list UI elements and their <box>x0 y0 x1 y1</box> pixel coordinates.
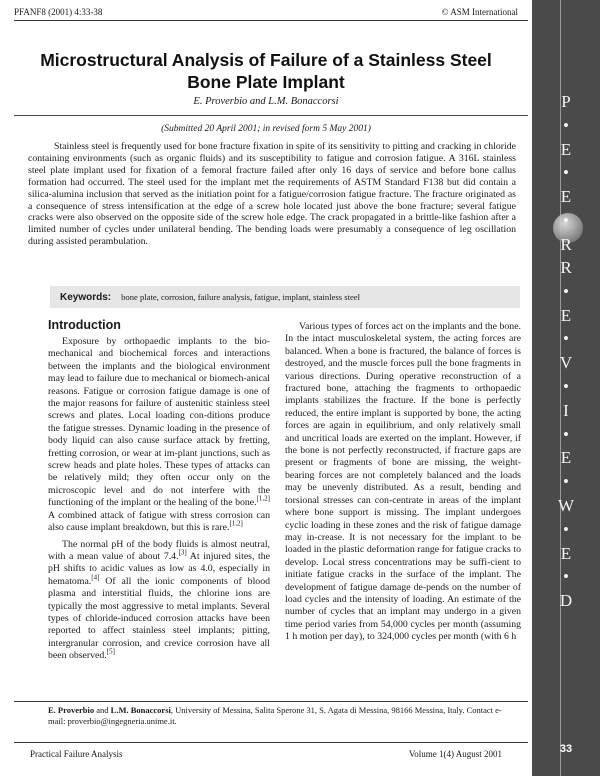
dot: • <box>563 163 569 183</box>
letter: E <box>560 305 572 325</box>
dot: • <box>563 210 569 230</box>
header-divider <box>14 20 528 21</box>
intro-p2-text-c: Of all the ionic components of blood plasma and interstitial fluids, the chlorine ions are typically the most aggressive to metal implants. Several types of chloride-induced corrosion attacks have been reported to affect stainless steel implants; pitting, intergranular corrosion, and crevice corrosion have all been observed. <box>48 575 270 662</box>
title-divider <box>14 115 528 116</box>
dot: • <box>563 281 569 301</box>
journal-reference: PFANF8 (2001) 4:33-38 <box>14 7 103 17</box>
citation: [5] <box>106 647 115 656</box>
dot: • <box>563 472 569 492</box>
submission-dates: (Submitted 20 April 2001; in revised form 5 May 2001) <box>161 124 371 134</box>
letter: E <box>560 448 572 468</box>
left-column <box>48 318 270 663</box>
keywords-label: Keywords: <box>60 291 112 303</box>
letter: I <box>563 400 569 420</box>
letter: E <box>560 543 572 563</box>
intro-p2-text-b: At injured sites, the pH shifts to acidic values as low as 4.0, especially in hematoma. <box>48 550 271 587</box>
running-header <box>14 7 518 17</box>
page-number: 33 <box>559 743 573 755</box>
dot: • <box>563 519 569 539</box>
author-affiliation <box>48 705 518 727</box>
citation: [4] <box>91 573 100 582</box>
article-authors: E. Proverbio and L.M. Bonaccorsi <box>193 96 339 107</box>
dot: • <box>563 424 569 444</box>
letter: P <box>561 92 571 111</box>
footer-divider <box>14 742 528 743</box>
publisher-credit: © ASM International <box>441 7 518 17</box>
dot: • <box>563 115 569 135</box>
footer-volume: Volume 1(4) August 2001 <box>408 749 502 759</box>
footer-journal-name: Practical Failure Analysis <box>30 749 123 759</box>
section-heading-introduction: Introduction <box>48 318 121 332</box>
intro-p2-text-a: The normal pH of the body fluids is almost neutral, with a mean value of about 7.4. <box>48 538 270 562</box>
sidebar-word-peer <box>532 90 600 257</box>
letter: D <box>559 591 573 611</box>
footnote-divider <box>14 701 528 702</box>
affiliation-author-1: E. Proverbio <box>48 705 95 715</box>
letter: R <box>560 258 572 277</box>
citation: [1,2] <box>256 495 270 504</box>
abstract: Stainless steel is frequently used for bone fracture fixation in spite of its sensitivity to pitting and cracking in chloride containing environments (such as organic fluids) and its susceptibility to fatigue and corrosion fatigue. A 316L stainless steel plate implant used for fixation of a femoral fracture failed after only 16 days of service and before bone callus formation had occurred. The steel used for the implant met the requirements of ASTM Standard F138 but did contain a silica-alumina inclusion that served as the initiation point for a fatigue/corrosion fatigue fracture. The fracture originated as a consequence of stress intensification at the edge of a screw hole located just above the bone fracture; several fatigue cracks were also observed on the opposite side of the screw hole edge. The crack propagated in a brittle-like fashion after a limited number of cycles under unilateral bending. The bending loads were presumably a consequence of leg oscillation during assisted perambulation. <box>28 141 516 248</box>
keywords-list: bone plate, corrosion, failure analysis, fatigue, implant, stainless steel <box>121 292 361 302</box>
keywords-box <box>50 286 520 308</box>
letter: E <box>560 139 572 159</box>
citation: [1,2] <box>229 519 243 528</box>
dot: • <box>563 329 569 349</box>
intro-p1-text-b: A combined attack of fatigue with stress corrosion can also cause implant breakdown, but this is rare. <box>48 509 270 534</box>
intro-p1-text: Exposure by orthopaedic implants to the bio-mechanical and biochemical forces and interactions between the implants and the biological environment may lead to failure due to mechanical or biomech-anical reasons. Fatigue or corrosion fatigue damage is one of the major reasons for failure of austenitic stainless steel screws and plates. Local loading con-ditions produce the fatigue stresses. Dynamic loading in the presence of body liquid can also cause surface attack by fretting, fretting corrosion, or wear at im-plant junctions, such as screw heads and plate holes. These types of attacks can be relatively mild; they often occur only on the microscopic level and do not interfere with the functioning of the implant or the healing of the bone. <box>48 336 270 509</box>
affiliation-text: , University of Messina, Salita Sperone 31, S. Agata di Messina, 98166 Messina, Italy. Contact e-mail: proverbio@ingegneria.unime.it. <box>48 705 502 726</box>
dot: • <box>563 567 569 587</box>
title-line-1: Microstructural Analysis of Failure of a Stainless Steel <box>40 50 492 70</box>
letter: E <box>560 187 572 207</box>
right-column <box>285 321 521 644</box>
letter: V <box>559 353 573 373</box>
article-title <box>30 49 502 93</box>
dot: • <box>563 376 569 396</box>
title-line-2: Bone Plate Implant <box>187 72 345 92</box>
affiliation-and: and <box>94 705 111 715</box>
sidebar-word-reviewed <box>532 256 600 613</box>
letter: W <box>557 495 575 515</box>
affiliation-author-2: L.M. Bonaccorsi <box>110 705 171 715</box>
intro-paragraph-3: Various types of forces act on the implants and the bone. In the intact musculoskeletal system, the acting forces are balanced. When a bone is fractured, the balance of forces is destroyed, and the muscle forces pull the bone fragments in various directions. During operative reconstruction of a fractured bone, attaching the fragments to orthopaedic implants stabilizes the fracture. If the bone is perfectly reduced, the entire implant is supported by bone, the acting forces are again in equilibrium, and only relatively small and uncritical loads are exerted on the implant. However, if the bone is not perfectly reconstructed, if fracture gaps are present or fragments of bone are missing, the weight-bearing forces are not completely balanced and the loads may be unevenly distributed. As a result, bending and torsional stresses can con-centrate in areas of the implant where bone support is missing. The implant undergoes cyclic loading in these zones and the risk of fatigue damage may in-crease. It is not necessary for the implant to be loaded in the plastic deformation range for fatigue cracks to develop. Local stress concentrations may be suffi-cient to initiate fatigue cracks in the surface of the implant. The development of fatigue damage de-pends on the number of load cycles and the intensity of loading. An estimate of the number of cycles that an implant may undergo in a given time period varies from 54,000 cycles per month (assuming 1 h motion per day), to 324,000 cycles per month (with 6 h <box>285 321 521 643</box>
intro-paragraph-1 <box>48 336 270 535</box>
peer-reviewed-sidebar <box>532 0 600 776</box>
letter: R <box>560 234 572 254</box>
citation: [3] <box>178 548 187 557</box>
intro-paragraph-2 <box>48 539 270 663</box>
